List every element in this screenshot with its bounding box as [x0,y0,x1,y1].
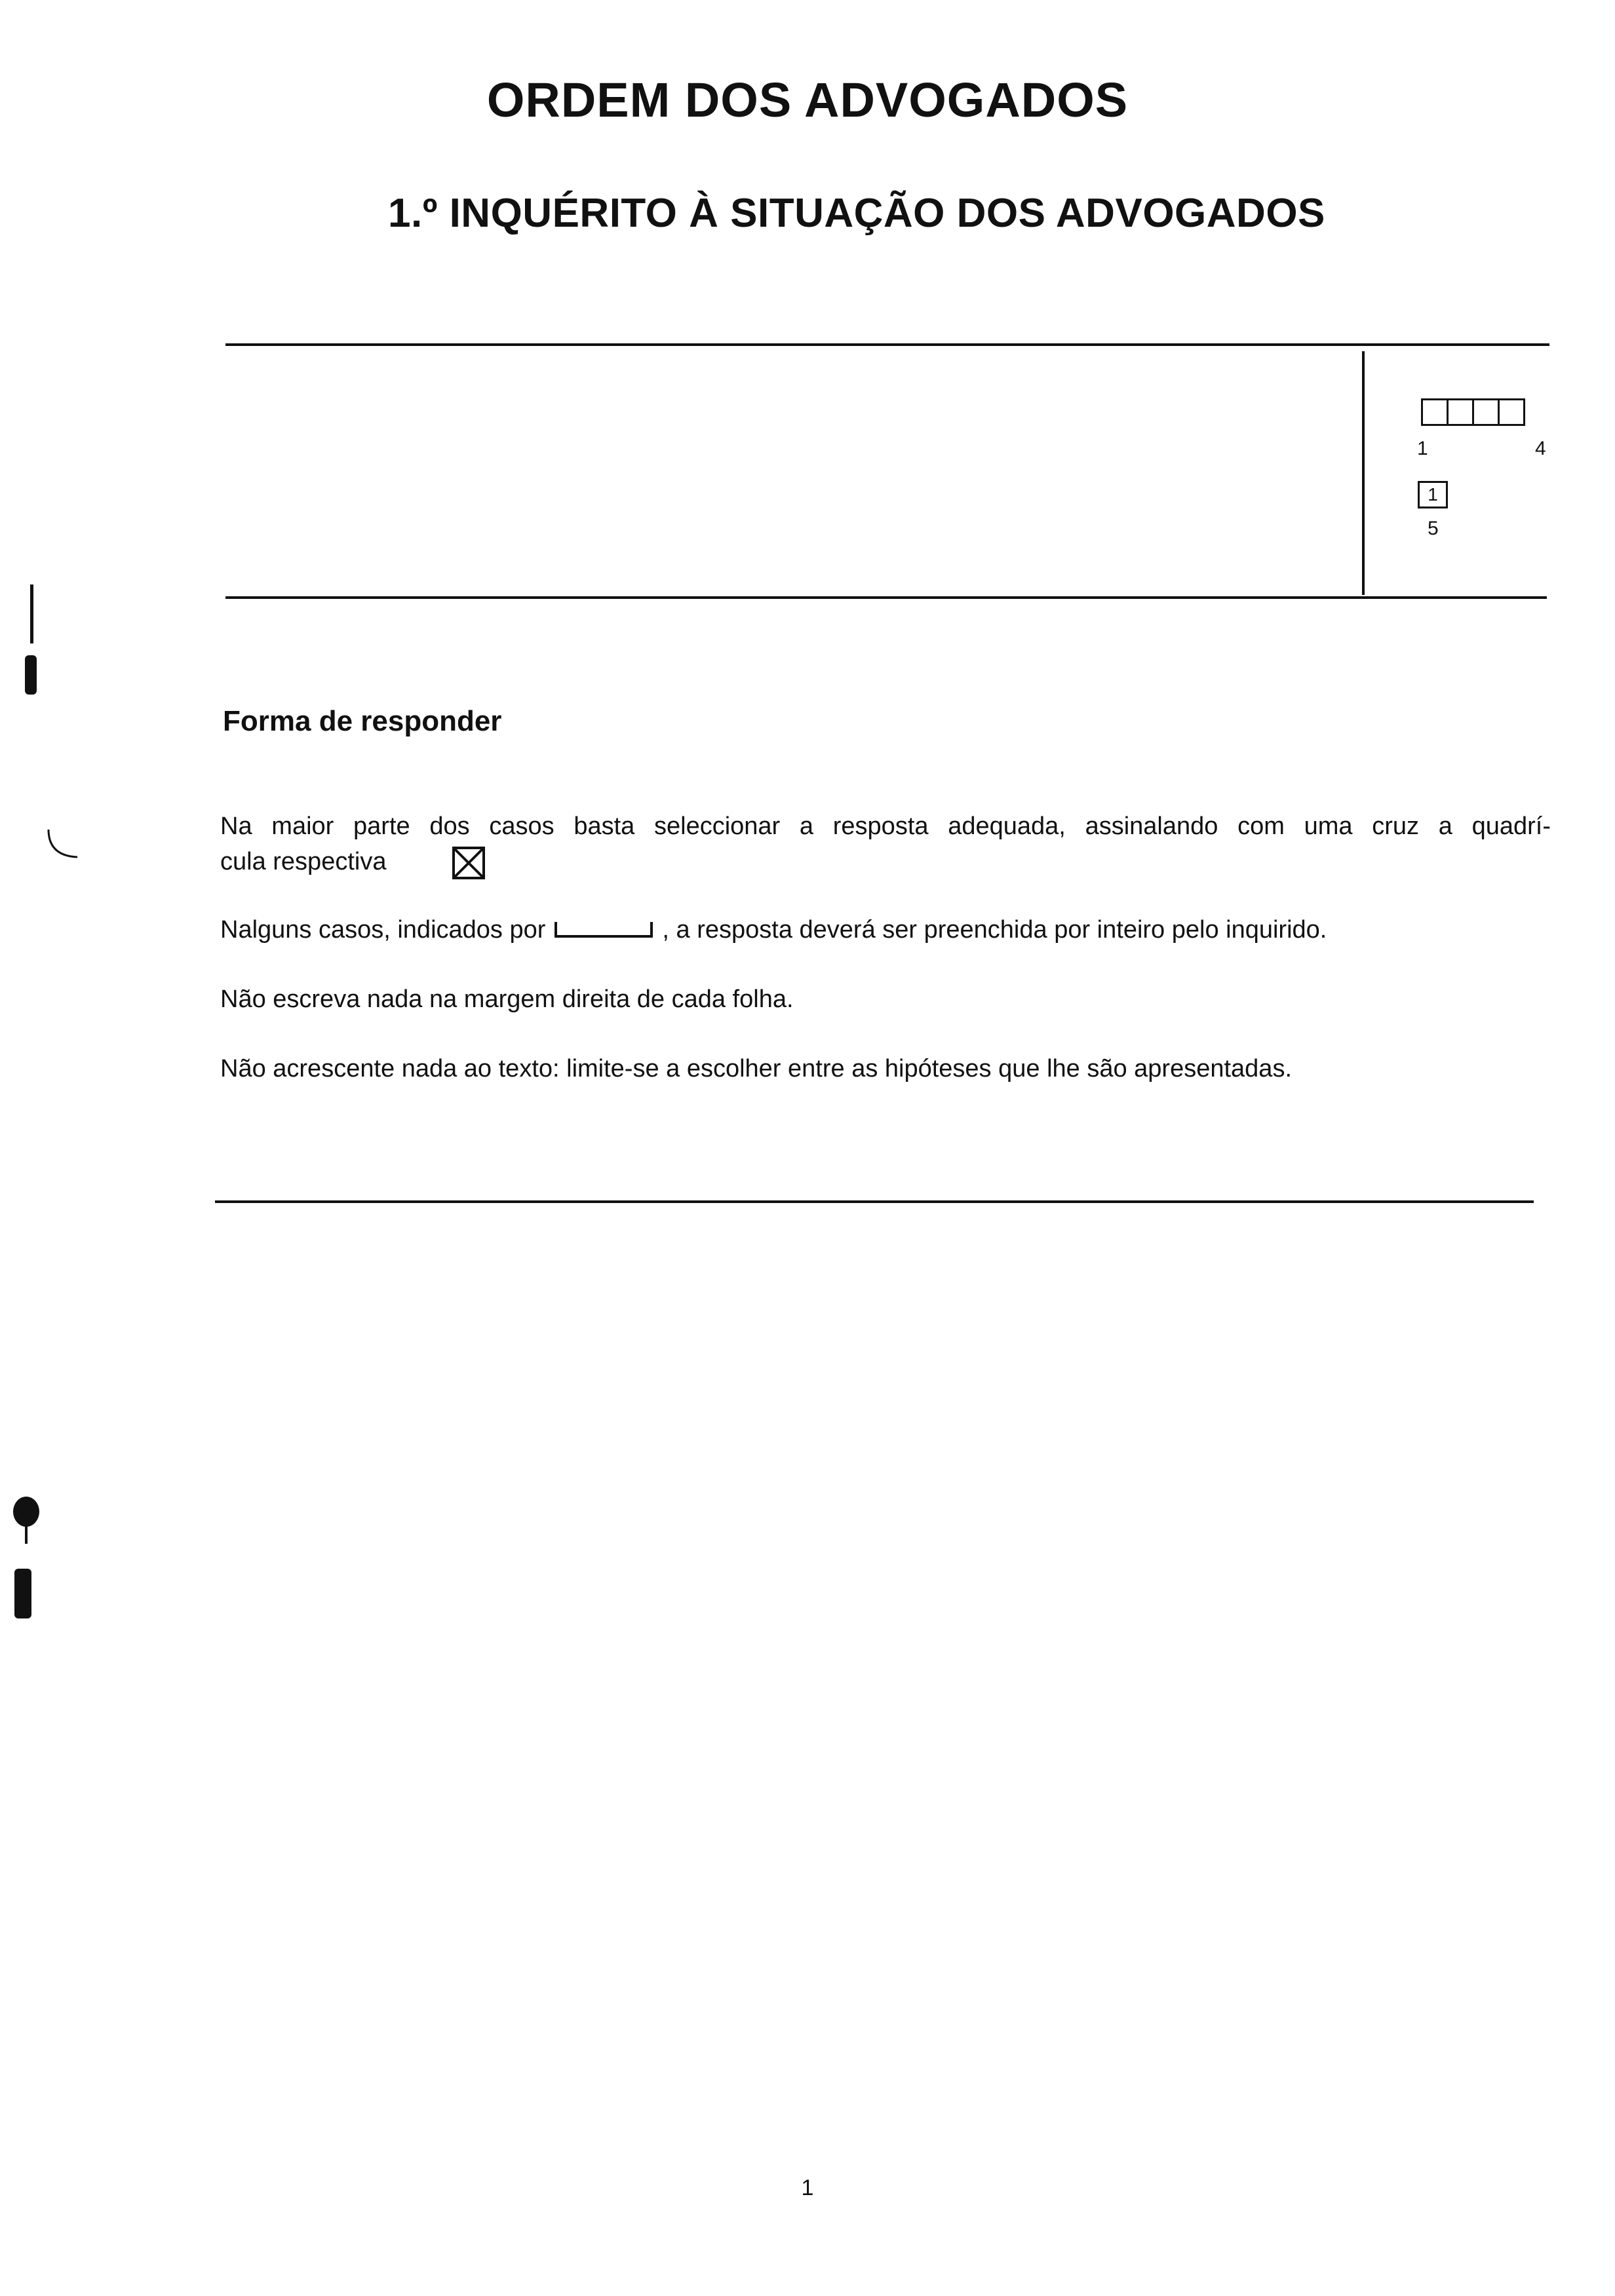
code-single-box[interactable]: 1 [1418,481,1448,508]
section-bottom-rule [215,1200,1534,1203]
code-digit-box[interactable] [1498,398,1525,426]
frame-bottom-rule [225,596,1547,599]
instructions-heading: Forma de responder [223,705,502,737]
frame-divider-rule [1362,351,1365,595]
scan-artifact-mark [25,655,37,695]
code-digit-box[interactable] [1472,398,1500,426]
instruction-paragraph-1-continued [220,847,1551,879]
code-field-boxes[interactable] [1421,398,1523,426]
code-digit-box[interactable] [1421,398,1449,426]
instruction-paragraph-1-text: Na maior parte dos casos basta seleccionar a resposta adequada, assinalando com uma cruz a quadrí- [220,813,1551,840]
scan-artifact-mark [25,1524,28,1544]
instruction-paragraph-4: Não acrescente nada ao texto: limite-se a escolher entre as hipóteses que lhe são apresentadas. [220,1055,1293,1082]
scan-artifact-mark [14,1569,31,1618]
instruction-paragraph-2-after: , a resposta deverá ser preenchida por inteiro pelo inquirido. [662,916,1327,944]
blank-field-bracket-icon [555,922,653,938]
instruction-paragraph-2 [220,916,1551,944]
code-range-start-label: 1 [1417,438,1428,459]
document-subtitle: 1.º INQUÉRITO À SITUAÇÃO DOS ADVOGADOS [388,191,1325,236]
document-title: ORDEM DOS ADVOGADOS [486,73,1129,127]
code-single-box-label: 5 [1428,518,1439,539]
page-number: 1 [801,2175,814,2200]
scan-artifact-mark [30,584,33,643]
frame-top-rule [225,343,1549,346]
scan-artifact-curve-icon [43,827,83,866]
crossed-checkbox-icon [452,847,485,879]
instruction-paragraph-1-cont-text: cula respectiva [220,848,387,876]
instruction-paragraph-1 [220,813,1551,841]
instruction-paragraph-3: Não escreva nada na margem direita de cada folha. [220,985,794,1013]
scan-artifact-mark [13,1497,39,1527]
code-digit-box[interactable] [1447,398,1474,426]
instruction-paragraph-2-before: Nalguns casos, indicados por [220,916,546,944]
code-range-end-label: 4 [1535,438,1546,459]
